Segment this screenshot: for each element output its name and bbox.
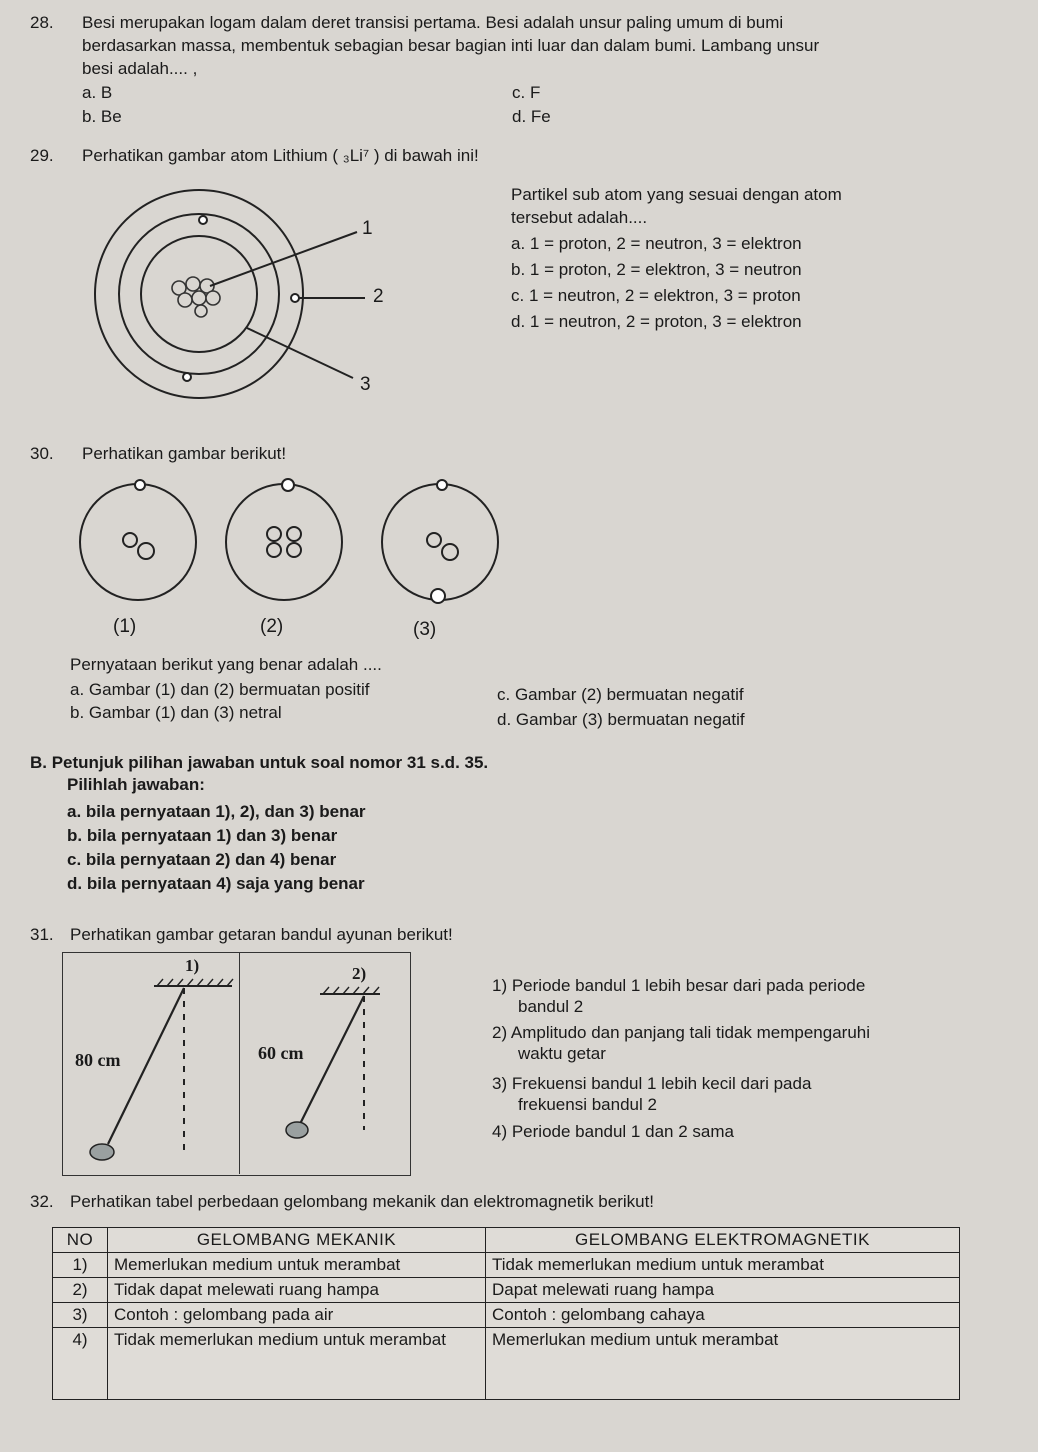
row-1-mechanical: Memerlukan medium untuk merambat xyxy=(108,1253,486,1278)
pendulum-1-length: 80 cm xyxy=(75,1050,121,1070)
pendulum-2-length: 60 cm xyxy=(258,1043,304,1063)
electron-top xyxy=(199,216,207,224)
q28-number: 28. xyxy=(30,13,54,32)
row-2-no: 2) xyxy=(53,1278,108,1303)
q31-statement-3-line-1: 3) Frekuensi bandul 1 lebih kecil dari pada xyxy=(492,1074,812,1093)
pointer-1 xyxy=(210,232,357,286)
section-b-sub: Pilihlah jawaban: xyxy=(67,775,205,794)
q31-statement-1-line-1: 1) Periode bandul 1 lebih besar dari pada periode xyxy=(492,976,866,995)
table-row xyxy=(53,1303,960,1328)
q29-number: 29. xyxy=(30,146,54,165)
nucleus xyxy=(172,277,220,317)
row-2-electromagnetic: Dapat melewati ruang hampa xyxy=(486,1278,960,1303)
pendulum-2 xyxy=(300,987,380,1130)
pendulum-1-bob xyxy=(90,1144,114,1160)
q30-option-a[interactable]: a. Gambar (1) dan (2) bermuatan positif xyxy=(70,680,370,699)
q30-number: 30. xyxy=(30,444,54,463)
q29-option-d[interactable]: d. 1 = neutron, 2 = proton, 3 = elektron xyxy=(511,312,802,331)
section-b-heading: B. Petunjuk pilihan jawaban untuk soal nomor 31 s.d. 35. xyxy=(30,753,489,772)
section-b-item-d: d. bila pernyataan 4) saja yang benar xyxy=(67,874,365,893)
q30-prompt: Pernyataan berikut yang benar adalah .... xyxy=(70,655,382,674)
atom-caption-2: (2) xyxy=(260,616,284,637)
header-mechanical: GELOMBANG MEKANIK xyxy=(108,1228,486,1253)
q29-prompt-line-1: Partikel sub atom yang sesuai dengan atom xyxy=(511,185,842,204)
q31-statement-3-line-2: frekuensi bandul 2 xyxy=(518,1095,657,1114)
row-1-no: 1) xyxy=(53,1253,108,1278)
q28-option-b[interactable]: b. Be xyxy=(82,107,122,126)
q28-stem-line-1: Besi merupakan logam dalam deret transisi pertama. Besi adalah unsur paling umum di bumi xyxy=(82,13,784,32)
section-b-item-a: a. bila pernyataan 1), 2), dan 3) benar xyxy=(67,802,366,821)
q31-statement-2-line-2: waktu getar xyxy=(518,1044,606,1063)
q31-statement-4: 4) Periode bandul 1 dan 2 sama xyxy=(492,1122,734,1141)
atom-figure-2 xyxy=(224,488,344,598)
q29-prompt-line-2: tersebut adalah.... xyxy=(511,208,648,227)
row-3-no: 3) xyxy=(53,1303,108,1328)
q29-option-a[interactable]: a. 1 = proton, 2 = neutron, 3 = elektron xyxy=(511,234,802,253)
electron-bottom xyxy=(183,373,191,381)
q30-stem: Perhatikan gambar berikut! xyxy=(82,444,287,463)
atom-figure-3 xyxy=(380,488,500,598)
q28-stem-line-2: berdasarkan massa, membentuk sebagian besar bagian inti luar dan dalam bumi. Lambang unsur xyxy=(82,36,820,55)
atom-label-1: 1 xyxy=(362,218,373,239)
table-row xyxy=(53,1278,960,1303)
row-1-electromagnetic: Tidak memerlukan medium untuk merambat xyxy=(486,1253,960,1278)
row-3-mechanical: Contoh : gelombang pada air xyxy=(108,1303,486,1328)
q29-option-c[interactable]: c. 1 = neutron, 2 = elektron, 3 = proton xyxy=(511,286,801,305)
q30-option-b[interactable]: b. Gambar (1) dan (3) netral xyxy=(70,703,282,722)
q30-option-c[interactable]: c. Gambar (2) bermuatan negatif xyxy=(497,685,744,704)
q31-statement-2-line-1: 2) Amplitudo dan panjang tali tidak mempengaruhi xyxy=(492,1023,871,1042)
q32-number: 32. xyxy=(30,1192,54,1211)
wave-comparison-table xyxy=(52,1227,960,1400)
atom-caption-3: (3) xyxy=(413,619,437,640)
row-2-mechanical: Tidak dapat melewati ruang hampa xyxy=(108,1278,486,1303)
section-b-item-b: b. bila pernyataan 1) dan 3) benar xyxy=(67,826,338,845)
atom-figure-1 xyxy=(78,488,198,598)
q29-option-b[interactable]: b. 1 = proton, 2 = elektron, 3 = neutron xyxy=(511,260,802,279)
table-row xyxy=(53,1328,960,1400)
atom-label-3: 3 xyxy=(360,374,371,395)
pendulum-1 xyxy=(108,979,233,1157)
row-4-no: 4) xyxy=(53,1328,108,1400)
electron-right xyxy=(291,294,299,302)
atom-caption-1: (1) xyxy=(113,616,137,637)
table-header-row xyxy=(53,1228,960,1253)
q28-option-a[interactable]: a. B xyxy=(82,83,113,102)
q28-stem-line-3: besi adalah.... , xyxy=(82,59,198,78)
section-b-item-c: c. bila pernyataan 2) dan 4) benar xyxy=(67,850,337,869)
atom-label-2: 2 xyxy=(373,286,384,307)
pendulum-1-label: 1) xyxy=(185,956,200,975)
table-row xyxy=(53,1253,960,1278)
header-electromagnetic: GELOMBANG ELEKTROMAGNETIK xyxy=(486,1228,960,1253)
row-4-mechanical: Tidak memerlukan medium untuk merambat xyxy=(108,1328,486,1400)
q31-number: 31. xyxy=(30,925,54,944)
pointer-3 xyxy=(247,328,353,378)
header-no: NO xyxy=(53,1228,108,1253)
row-3-electromagnetic: Contoh : gelombang cahaya xyxy=(486,1303,960,1328)
q29-stem: Perhatikan gambar atom Lithium ( ₃Li⁷ ) di bawah ini! xyxy=(82,146,479,165)
pendulum-2-bob xyxy=(286,1122,308,1138)
q30-option-d[interactable]: d. Gambar (3) bermuatan negatif xyxy=(497,710,745,729)
q31-statement-1-line-2: bandul 2 xyxy=(518,997,584,1016)
q28-option-c[interactable]: c. F xyxy=(512,83,541,102)
row-4-electromagnetic: Memerlukan medium untuk merambat xyxy=(486,1328,960,1400)
q31-stem: Perhatikan gambar getaran bandul ayunan berikut! xyxy=(70,925,453,944)
q28-option-d[interactable]: d. Fe xyxy=(512,107,551,126)
q32-stem: Perhatikan tabel perbedaan gelombang mekanik dan elektromagnetik berikut! xyxy=(70,1192,655,1211)
pendulum-2-label: 2) xyxy=(352,964,367,983)
